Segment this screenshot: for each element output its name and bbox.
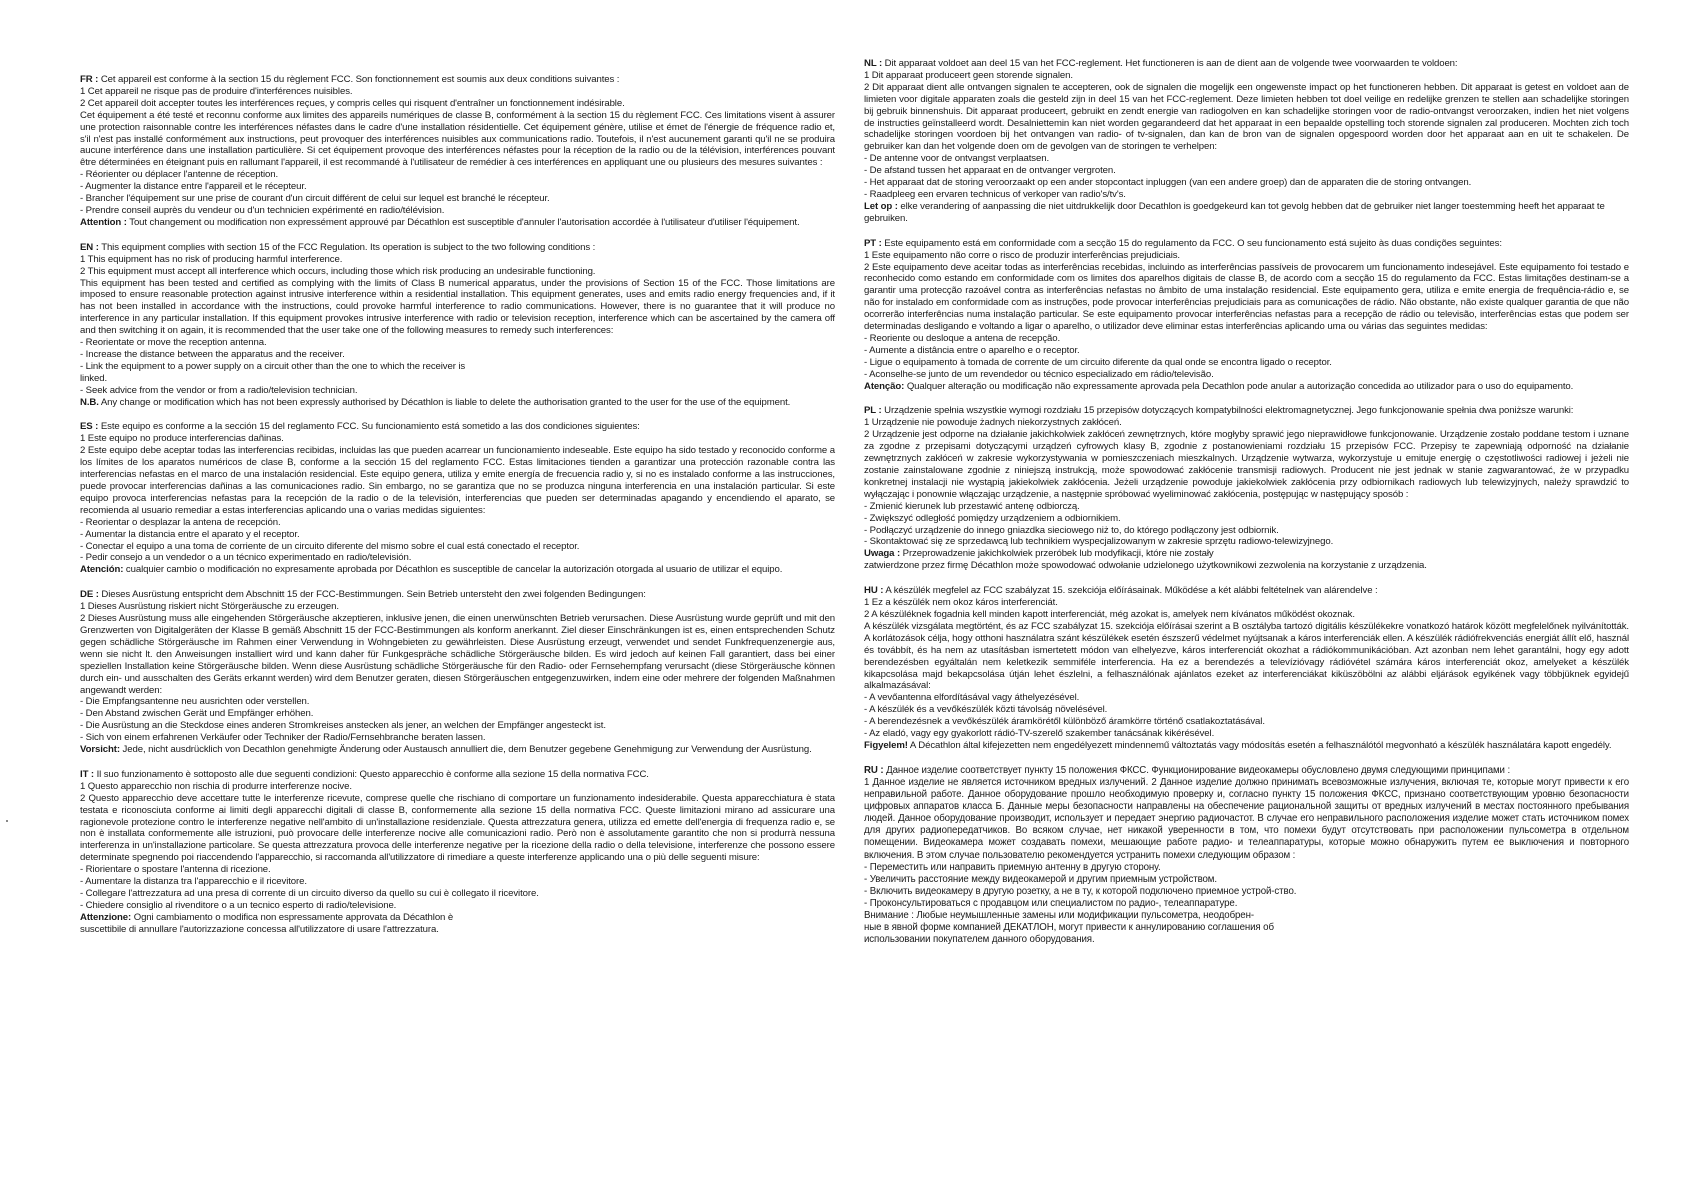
- section-en-label: N.B.: [80, 396, 99, 408]
- section-de: [80, 589, 835, 756]
- section-es-line: [80, 445, 835, 516]
- section-ru-text: Данное изделие соответствует пункту 15 положения ФКСС. Функционирование видеокамеры обусловлено двумя следующими принципами :: [883, 764, 1511, 776]
- section-es-label: ES :: [80, 421, 99, 433]
- section-es-line: [80, 433, 835, 445]
- section-nl-line: [864, 70, 1629, 82]
- section-nl-line: [864, 189, 1629, 201]
- section-de-line: [80, 732, 835, 744]
- section-hu-text: - A vevőantenna elfordításával vagy áthelyezésével.: [864, 692, 1080, 704]
- section-pl-line: [864, 560, 1629, 572]
- section-it-text: - Riorientare o spostare l'antenna di ricezione.: [80, 864, 271, 876]
- section-fr-line: [80, 98, 835, 110]
- section-en: [80, 242, 835, 409]
- section-fr-text: - Augmenter la distance entre l'appareil et le récepteur.: [80, 181, 307, 193]
- section-es-text: cualquier cambio o modificación no expresamente aprobada por Décathlon es susceptible de cancelar la autorización otorgada al usuario de utilizar el equipo.: [123, 564, 783, 576]
- section-pl-line: [864, 548, 1629, 560]
- section-nl-line: [864, 165, 1629, 177]
- section-pl-line: [864, 501, 1629, 513]
- section-fr-line: [80, 110, 835, 170]
- left-column: [80, 74, 835, 949]
- section-de-line: [80, 744, 835, 756]
- section-es-text: - Pedir consejo a un vendedor o a un técnico experimentado en radio/televisión.: [80, 552, 412, 564]
- section-de-text: 2 Dieses Ausrüstung muss alle eingehenden Störgeräusche akzeptieren, inklusive jenen, die einen unerwünschten Betrieb verursachen. Diese Ausrüstung wurde geprüft und mit den Grenzwerten von Digitalgeräten der Klasse B gemäß Abschnitt 15 der FCC-Bestimmungen als konform anerkannt. Ziel dieser Einschränkungen ist es, einen entsprechenden Schutz gegen schädliche Störgeräusche im Rahmen einer Verwendung in Wohngebieten zu gewährleisten. Diese Ausrüstung erzeugt, verwendet und sendet Funkfrequenzenergie aus, wenn sie nicht lt. den Anweisungen installiert wird und kann daher für Funkgespräche schädliche Störgeräusche bilden. Es wird jedoch auf keinen Fall garantiert, dass bei einer speziellen Installation keine Störgeräusche bilden. Wenn diese Ausrüstung schädliche Störgeräusche für den Radio- oder Fernsehempfang verursacht (diese Störgeräusche können durch ein- und ausschalten des Geräts erkannt werden) wird dem Benutzer geraten, diesen Störgeräuschen entgegenzuwirken, indem eine oder mehrere der folgenden Maßnahmen angewandt werden:: [80, 613, 835, 696]
- section-it-line: [80, 781, 835, 793]
- section-fr-line: [80, 86, 835, 98]
- section-pl: [864, 405, 1629, 572]
- section-pt-line: [864, 381, 1629, 393]
- section-nl-text: - De afstand tussen het apparaat en de ontvanger vergroten.: [864, 165, 1116, 177]
- section-fr-text: 2 Cet appareil doit accepter toutes les interférences reçues, y compris celles qui risquent d'entraîner un fonctionnement indésirable.: [80, 97, 625, 109]
- section-it: [80, 769, 835, 936]
- section-hu-text: 1 Ez a készülék nem okoz káros interferenciát.: [864, 597, 1058, 609]
- section-es-text: Este equipo es conforme a la sección 15 del reglamento FCC. Su funcionamiento está sometido a las dos condiciones siguientes:: [98, 421, 640, 433]
- section-en-text: 1 This equipment has no risk of producing harmful interference.: [80, 253, 343, 265]
- section-de-text: - Sich von einem erfahrenen Verkäufer oder Techniker der Radio/Fernsehbranche beraten lassen.: [80, 732, 486, 744]
- margin-mark: [6, 820, 8, 822]
- section-de-line: [80, 708, 835, 720]
- section-nl-text: 2 Dit apparaat dient alle ontvangen signalen te accepteren, ook de signalen die mogelijk een ongewenste impact op het functioneren hebben. Dit apparaat is getest en voldoet aan de limieten voor digitale apparaten zoals die gesteld zijn in deel 15 van het FCC-reglement. Deze limieten hebben tot doel veilige en redelijke grenzen te stellen aan schadelijke storingen bij gebruik binnenshuis. Dit apparaat produceert, gebruikt en zendt energie van radiogolven en kan schadelijke storingen voor de radio-ontvangst veroorzaken, indien het niet volgens de instructies geïnstalleerd wordt. Desalniettemin kan niet worden gegarandeerd dat het apparaat in een bepaalde opstelling toch storende signalen zal produceren. Mochten zich toch schadelijke storingen voordoen bij het ontvangen van radio- of tv-signalen, dan kan de bron van de signalen opgespoord worden door het apparaat aan en uit te schakelen. De gebruiker kan dan het volgende doen om de gevolgen van de storingen te verhelpen:: [864, 81, 1629, 153]
- section-nl-text: 1 Dit apparaat produceert geen storende signalen.: [864, 69, 1073, 81]
- section-en-line: [80, 254, 835, 266]
- section-ru-line: [864, 934, 1629, 946]
- section-it-label: Attenzione:: [80, 911, 132, 923]
- section-es-line: [80, 421, 835, 433]
- section-pl-label: PL :: [864, 405, 882, 417]
- section-ru-line: [864, 922, 1629, 934]
- section-es-line: [80, 552, 835, 564]
- section-en-text: This equipment complies with section 15 of the FCC Regulation. Its operation is subject to the two following conditions :: [98, 241, 596, 253]
- section-fr-label: FR :: [80, 74, 99, 85]
- section-de-line: [80, 613, 835, 696]
- section-hu-text: - A készülék és a vevőkészülék közti távolság növelésével.: [864, 704, 1108, 716]
- section-it-text: - Chiedere consiglio al rivenditore o a un tecnico esperto di radio/televisione.: [80, 899, 397, 911]
- section-nl-text: elke verandering of aanpassing die niet uitdrukkelijk door Decathlon is goedgekeurd kan tot gevolg hebben dat de gebruiker niet langer toestemming heeft het apparaat te gebruiken.: [864, 200, 1605, 224]
- section-pt-line: [864, 345, 1629, 357]
- section-en-text: - Reorientate or move the reception antenna.: [80, 337, 267, 349]
- section-de-text: - Den Abstand zwischen Gerät und Empfänger erhöhen.: [80, 708, 314, 720]
- section-pt-line: [864, 357, 1629, 369]
- section-fr-text: Cet équipement a été testé et reconnu conforme aux limites des appareils numériques de classe B, conformément à la section 15 du règlement FCC. Ces limitations visent à assurer une protection raisonnable contre les interférences néfastes dans le cadre d'une installation résidentielle. Cet équipement génère, utilise et émet de l'énergie de fréquence radio et, s'il n'est pas installé conformément aux instructions, peut provoquer des interférences nuisibles aux communications radio. Toutefois, il n'est aucunement garanti qu'il ne se produira aucune interférence dans une installation particulière. Si cet équipement provoque des interférences néfastes pour la réception de la radio ou de la télévision, interférences pouvant être déterminées en éteignant puis en rallumant l'appareil, il est recommandé à l'utilisateur de remédier à ces interférences en appliquant une ou plusieurs des mesures suivantes :: [80, 109, 835, 169]
- section-pl-text: 1 Urządzenie nie powoduje żadnych niekorzystnych zakłóceń.: [864, 417, 1122, 429]
- section-es-text: - Conectar el equipo a una toma de corriente de un circuito diferente del mismo sobre el cual está conectado el receptor.: [80, 540, 580, 552]
- section-it-line: [80, 924, 835, 936]
- section-de-text: Dieses Ausrüstung entspricht dem Abschnitt 15 der FCC-Bestimmungen. Sein Betrieb untersteht den zwei folgenden Bedingungen:: [98, 589, 646, 601]
- section-hu-text: A készülék vizsgálata megtörtént, és az FCC szabályzat 15. szekciója előírásai szerint a B osztályba tartozó digitális készülékekre vonatkozó határok között megfelelőnek nyilvánították. A korlátozások célja, hogy otthoni használatra szánt készülékek esetén észszerű védelmet nyújtsanak a káros interferenciák ellen. A készülék rádiófrekvenciás energiát állít elő, használ és továbbít, és ha nem az utasításban ismertetett módon van elhelyezve, káros interferenciát okozhat a rádiókommunikációban. Azt azonban nem lehet garantálni, hogy egy adott berendezésben egyáltalán nem keletkezik semmiféle interferencia. Ha ez a berendezés a televízióvagy rádióvétel számára káros interferenciát okoz, amelyeket a készülék kikapcsolása majd bekapcsolása útján lehet észlelni, a felhasználónak ajánlatos ezeket az interferenciákat kiküszöbölni az alábbi eljárások egyikének vagy többjüknek egyidejű alkalmazásával:: [864, 620, 1629, 692]
- section-it-text: - Collegare l'attrezzatura ad una presa di corrente di un circuito diverso da quello su cui è collegato il ricevitore.: [80, 888, 539, 899]
- section-ru-text: 1 Данное изделие не является источником вредных излучений. 2 Данное изделие должно принимать всевозможные излучения, включая те, которые могут привести к его неправильной работе. Данное оборудование прошло необходимую проверку и, согласно пункту 15 положения ФКСС, признано соответствующим уровню безопасности цифровых аппаратов класса Б. Данные меры безопасности направлены на обеспечение рациональной защиты от вредных излучений в местах постоянного пребывания людей. Данное оборудование производит, использует и передает энергию радиочастот. В случае его неправильного расположения изделие может стать источником помех для других радиопередатчиков. Во всяком случае, нет никакой уверенности в том, что помехи будут отсутствовать при расположении пульсометра в отдельном помещении. Видеокамера может создавать помехи, мешающие работе радио- и телеаппаратуры, которые можно обнаружить путем ее выключения и повторного включения. В этом случае пользователю рекомендуется устранить помехи следующим образом :: [864, 776, 1629, 861]
- section-it-line: [80, 876, 835, 888]
- section-fr-line: [80, 181, 835, 193]
- section-pl-text: - Zmienić kierunek lub przestawić antenę odbiorczą.: [864, 500, 1080, 512]
- section-en-line: [80, 337, 835, 349]
- section-es-text: 2 Este equipo debe aceptar todas las interferencias recibidas, incluidas las que pueden acarrear un funcionamiento indeseable. Este equipo ha sido testado y reconocido conforme a los límites de los aparatos numéricos de clase B, conforme a la sección 15 del reglamento FCC. Estas limitaciones tienden a garantizar una protección razonable contra las interferencias nefastas en el marco de una instalación residencial. Este equipo genera, utiliza y emite energía de frecuencia radio y, si no es instalado conforme a las instrucciones, puede provocar interferencias dañinas a las comunicaciones radio. Sin embargo, no se garantiza que no se produzca ninguna interferencia en una instalación particular. Si este equipo provoca interferencias nefastas para la recepción de la radio o de la televisión, interferencias que pueden ser determinadas apagando y encendiendo el aparato, se recomienda al usuario remediar a estas interferencias aplicando una o varias medidas siguientes:: [80, 445, 835, 516]
- section-ru-line: [864, 777, 1629, 862]
- section-pt-text: Qualquer alteração ou modificação não expressamente aprovada pela Decathlon pode anular a autorização concedida ao utilizador para o uso do equipamento.: [904, 380, 1574, 392]
- section-ru-label: RU :: [864, 764, 884, 776]
- section-fr-text: Cet appareil est conforme à la section 15 du règlement FCC. Son fonctionnement est soumis aux deux conditions suivantes :: [98, 74, 620, 85]
- section-es-text: - Reorientar o desplazar la antena de recepción.: [80, 516, 281, 528]
- section-fr-text: - Brancher l'équipement sur une prise de courant d'un circuit différent de celui sur lequel est branché le récepteur.: [80, 193, 550, 205]
- section-de-label: DE :: [80, 589, 99, 601]
- section-ru-text: использовании покупателем данного оборудования.: [864, 934, 1095, 946]
- section-ru-text: - Переместить или направить приемную антенну в другую сторону.: [864, 861, 1161, 873]
- section-nl-text: - De antenne voor de ontvangst verplaatsen.: [864, 153, 1050, 165]
- section-ru-line: [864, 886, 1629, 898]
- section-it-text: Il suo funzionamento è sottoposto alle due seguenti condizioni: Questo apparecchio è conforme alla sezione 15 della normativa FCC.: [94, 768, 649, 780]
- section-it-label: IT :: [80, 768, 94, 780]
- section-en-text: - Seek advice from the vendor or from a radio/television technician.: [80, 384, 358, 396]
- section-fr-line: [80, 205, 835, 217]
- section-en-line: [80, 397, 835, 409]
- section-es-line: [80, 517, 835, 529]
- section-nl-line: [864, 177, 1629, 189]
- section-en-line: [80, 278, 835, 338]
- section-hu-line: [864, 704, 1629, 716]
- section-pt-text: - Aumente a distância entre o aparelho e o receptor.: [864, 344, 1080, 356]
- section-pl-line: [864, 405, 1629, 417]
- section-fr-line: [80, 217, 835, 229]
- section-pl-text: Urządzenie spełnia wszystkie wymogi rozdziału 15 przepisów dotyczących kompatybilności elektromagnetycznej. Jego funkcjonowanie spełnia dwa poniższe warunki:: [881, 405, 1574, 417]
- section-en-text: - Link the equipment to a power supply on a circuit other than the one to which the receiver is: [80, 360, 466, 372]
- section-fr-label: Attention :: [80, 216, 127, 228]
- section-hu-line: [864, 621, 1629, 692]
- section-de-line: [80, 589, 835, 601]
- section-pt-line: [864, 262, 1629, 333]
- section-hu-line: [864, 728, 1629, 740]
- section-nl-label: Let op :: [864, 200, 898, 212]
- section-pl-text: - Zwiększyć odległość pomiędzy urządzeniem a odbiornikiem.: [864, 512, 1121, 524]
- section-it-line: [80, 900, 835, 912]
- section-es-text: - Aumentar la distancia entre el aparato y el receptor.: [80, 528, 300, 540]
- section-en-text: Any change or modification which has not been expressly authorised by Décathlon is liable to delete the authorisation granted to the user for the use of the equipment.: [98, 396, 791, 408]
- section-it-text: suscettibile di annullare l'autorizzazione concessa all'utilizzatore di usare l'attrezzatura.: [80, 923, 439, 935]
- section-fr-text: - Prendre conseil auprès du vendeur ou d'un technicien expérimenté en radio/télévision.: [80, 204, 445, 216]
- section-de-text: - Die Ausrüstung an die Steckdose eines anderen Stromkreises anstecken als jener, an welchen der Empfänger angesteckt ist.: [80, 720, 606, 732]
- section-ru-text: - Увеличить расстояние между видеокамерой и другим приемным устройством.: [864, 873, 1217, 885]
- section-pt-text: - Aconselhe-se junto de um revendedor ou técnico especializado em rádio/televisão.: [864, 368, 1214, 380]
- section-de-line: [80, 601, 835, 613]
- section-it-text: 2 Questo apparecchio deve accettare tutte le interferenze ricevute, comprese quelle che rischiano di comportare un funzionamento indesiderabile. Questa apparecchiatura è stata testata e riconosciuta conforme ai limiti degli apparecchi digitali di classe B, conformemente alla sezione 15 della normativa FCC. Queste limitazioni mirano ad assicurare una ragionevole protezione contro le interferenze negative nell'ambito di un'installazione residenziale. Questa attrezzatura genera, utilizza ed emette dell'energia di frequenza radio e, se non è installata conformemente alle istruzioni, può provocare delle interferenze nocive alle comunicazioni radio. Però non è assolutamente garantito che non si produrrà nessuna interferenza in un'installazione particolare. Se questa attrezzatura provoca delle interferenze negative per la ricezione della radio o della televisione, interferenze che possono essere determinate spegnendo poi riaccendendo l'apparecchio, si raccomanda all'utilizzatore di rimediare a queste interferenze applicando una o più delle seguenti misure:: [80, 792, 835, 864]
- section-hu-label: Figyelem!: [864, 739, 908, 751]
- section-it-line: [80, 864, 835, 876]
- section-en-line: [80, 266, 835, 278]
- section-hu: [864, 585, 1629, 752]
- section-nl-text: Dit apparaat voldoet aan deel 15 van het FCC-reglement. Het functioneren is aan de dient aan de volgende twee voorwaarden te voldoen:: [882, 58, 1458, 69]
- section-pl-text: - Podłączyć urządzenie do innego gniazdka sieciowego niż to, do którego podłączony jest odbiornik.: [864, 524, 1279, 536]
- section-es-text: 1 Este equipo no produce interferencias dañinas.: [80, 433, 284, 445]
- section-fr-line: [80, 193, 835, 205]
- section-it-line: [80, 793, 835, 864]
- section-nl-line: [864, 201, 1629, 225]
- section-pt-line: [864, 369, 1629, 381]
- section-fr-line: [80, 74, 835, 86]
- section-de-label: Vorsicht:: [80, 744, 120, 756]
- section-en-line: [80, 361, 835, 373]
- section-hu-line: [864, 609, 1629, 621]
- section-ru-line: [864, 910, 1629, 922]
- section-pl-text: - Skontaktować się ze sprzedawcą lub technikiem wyspecjalizowanym w zakresie sprzętu radiowo-telewizyjnego.: [864, 536, 1334, 548]
- section-hu-label: HU :: [864, 585, 884, 597]
- section-hu-text: - A berendezésnek a vevőkészülék áramkörétől különböző áramkörre történő csatlakoztatásával.: [864, 716, 1265, 728]
- section-es: [80, 421, 835, 576]
- section-pl-line: [864, 429, 1629, 500]
- section-en-line: [80, 349, 835, 361]
- section-pl-line: [864, 513, 1629, 525]
- section-ru-text: - Проконсультироваться с продавцом или специалистом по радио-, телеаппаратуре.: [864, 897, 1238, 909]
- section-en-line: [80, 373, 835, 385]
- section-nl-line: [864, 58, 1629, 70]
- section-ru-text: Внимание : Любые неумышленные замены или модификации пульсометра, неодобрен-: [864, 909, 1254, 921]
- section-pt-label: PT :: [864, 237, 882, 249]
- section-pl-text: zatwierdzone przez firmę Décathlon może spowodować odwołanie udzielonego użytkownikowi zezwolenia na korzystanie z urządzenia.: [864, 560, 1427, 572]
- section-it-line: [80, 769, 835, 781]
- section-pl-text: Przeprowadzenie jakichkolwiek przeróbek lub modyfikacji, które nie zostały: [900, 548, 1214, 560]
- section-pl-text: 2 Urządzenie jest odporne na działanie jakichkolwiek zakłóceń zewnętrznych, które mogłyby sprawić jego nieprawidłowe funkcjonowanie. Urządzenie zostało poddane testom i uznane za zgodne z przepisami dotyczącymi urządzeń cyfrowych klasy B, zgodnie z postanowieniami rozdziału 15 przepisów FCC. Przepisy te zapewniają odporność na działanie zewnętrznych zakłóceń w zakresie wykorzystywania w pomieszczeniach mieszkalnych. Urządzenie wytwarza, wykorzystuje u emituje energię o częstotliwości radiowej i jeżeli nie zostanie zainstalowane zgodnie z niniejszą instrukcją, może spowodować zakłócenie transmisji radiowych. Producent nie jest jednak w stanie zagwarantować, że w przypadku konkretnej instalacji nie wystąpią jakiekolwiek zakłócenia. Jeżeli urządzenie powoduje jakiekolwiek zakłócenia przy odbiornikach radiowych lub telewizyjnych, należy sprawdzić to wyłączając i ponownie włączając urządzenie, a następnie spróbować wyeliminować zakłócenia, postępując w następujący sposób :: [864, 429, 1629, 500]
- section-en-text: This equipment has been tested and certified as complying with the limits of Class B numerical apparatus, under the provisions of Section 15 of the FCC. Those limitations are imposed to ensure reasonable protection against intrusive interference within a residential installation. This equipment generates, uses and emits radio energy frequencies and, if it has not been installed in accordance with the instructions, could provoke harmful interference to radio communications. However, there is no guarantee that it will produce no interference in any particular installation. If this equipment provokes intrusive interference with radio or television reception, interference which can be ascertained by the camera off and then switching it on again, it is recommended that the user take one of the following measures to remedy such interferences:: [80, 277, 835, 337]
- section-hu-line: [864, 692, 1629, 704]
- section-pt-line: [864, 250, 1629, 262]
- section-pt: [864, 238, 1629, 393]
- section-en-text: 2 This equipment must accept all interference which occurs, including those which risk producing an undesirable functioning.: [80, 265, 596, 277]
- section-nl-line: [864, 82, 1629, 153]
- section-hu-line: [864, 716, 1629, 728]
- section-pt-text: - Ligue o equipamento à tomada de corrente de um circuito diferente da qual onde se encontra ligado o receptor.: [864, 356, 1332, 368]
- section-it-line: [80, 888, 835, 900]
- section-nl-label: NL :: [864, 58, 883, 69]
- section-es-line: [80, 529, 835, 541]
- section-nl-text: - Raadpleeg een ervaren technicus of verkoper van radio's/tv's.: [864, 188, 1126, 200]
- section-de-line: [80, 696, 835, 708]
- section-de-text: Jede, nicht ausdrücklich von Decathlon genehmigte Änderung oder Austausch annulliert die, dem Benutzer gegebene Genehmigung zur Verwendung der Ausrüstung.: [119, 744, 812, 756]
- section-fr-line: [80, 169, 835, 181]
- section-en-label: EN :: [80, 241, 99, 253]
- section-es-line: [80, 564, 835, 576]
- section-hu-text: 2 A készüléknek fogadnia kell minden kapott interferenciát, még azokat is, amelyek nem kívánatos működést okoznak.: [864, 608, 1355, 620]
- section-pt-line: [864, 238, 1629, 250]
- section-it-line: [80, 912, 835, 924]
- section-es-line: [80, 541, 835, 553]
- section-hu-line: [864, 585, 1629, 597]
- section-en-line: [80, 242, 835, 254]
- section-it-text: Ogni cambiamento o modifica non espressamente approvata da Décathlon è: [131, 911, 454, 923]
- section-fr-text: - Réorienter ou déplacer l'antenne de réception.: [80, 169, 279, 181]
- section-ru-text: - Включить видеокамеру в другую розетку, а не в ту, к которой подключено приемное устрой-ство.: [864, 885, 1297, 897]
- section-de-text: 1 Dieses Ausrüstung riskiert nicht Störgeräusche zu erzeugen.: [80, 601, 339, 613]
- section-fr: [80, 74, 835, 229]
- section-pt-text: 1 Este equipamento não corre o risco de produzir interferências prejudiciais.: [864, 249, 1180, 261]
- section-ru: [864, 765, 1629, 946]
- section-ru-line: [864, 862, 1629, 874]
- section-hu-text: A Décathlon által kifejezetten nem engedélyezett mindennemű változtatás vagy módosítás esetén a felhasználótól megvonható a készülék használatára kapott engedély.: [907, 739, 1612, 751]
- section-it-text: 1 Questo apparecchio non rischia di produrre interferenze nocive.: [80, 780, 352, 792]
- section-hu-line: [864, 597, 1629, 609]
- section-pt-text: Este equipamento está em conformidade com a secção 15 do regulamento da FCC. O seu funcionamento está sujeito às duas condições seguintes:: [881, 237, 1502, 249]
- section-pl-label: Uwaga :: [864, 548, 901, 560]
- section-en-text: linked.: [80, 372, 108, 384]
- section-ru-line: [864, 898, 1629, 910]
- section-fr-text: 1 Cet appareil ne risque pas de produire d'interférences nuisibles.: [80, 85, 353, 97]
- section-de-line: [80, 720, 835, 732]
- right-column: [864, 58, 1629, 959]
- section-pt-text: 2 Este equipamento deve aceitar todas as interferências recebidas, incluindo as interferências passíveis de provocarem um funcionamento indesejável. Este equipamento foi testado e reconhecido como estando em conformidade com os limites dos aparelhos digitais de classe B, de acordo com a secção 15 do regulamento da FCC. Estas limitações destinam-se a garantir uma protecção razoável contra as interferências nefastas no âmbito de uma instalação residencial. Este equipamento gera, utiliza e emite energia de frequência-rádio e, se não for instalado em conformidade com as instruções, pode provocar interferências prejudiciais para as comunicações de rádio. Não obstante, não existe qualquer garantia de que não ocorrerão interferências numa instalação particular. Se este equipamento provocar interferências nefastas para a recepção de rádio ou televisão, interferências estas que podem ser determinadas desligando e voltando a ligar o aparelho, o utilizador deve eliminar estas interferências aplicando uma ou várias das seguintes medidas:: [864, 261, 1629, 333]
- section-nl-line: [864, 153, 1629, 165]
- section-pt-line: [864, 333, 1629, 345]
- section-ru-line: [864, 765, 1629, 777]
- section-pl-line: [864, 417, 1629, 429]
- section-hu-text: A készülék megfelel az FCC szabályzat 15. szekciója előírásainak. Működése a két alábbi feltételnek van alárendelve :: [883, 585, 1378, 597]
- section-ru-text: ные в явной форме компанией ДЕКАТЛОН, могут привести к аннулированию соглашения об: [864, 922, 1274, 934]
- section-pl-line: [864, 525, 1629, 537]
- section-nl-text: - Het apparaat dat de storing veroorzaakt op een ander stopcontact inpluggen (van een andere groep) dan de apparaten die de storing ontvangen.: [864, 177, 1472, 189]
- section-pt-label: Atenção:: [864, 380, 905, 392]
- section-hu-text: - Az eladó, vagy egy gyakorlott rádió-TV-szerelő szakember tanácsának kikérésével.: [864, 728, 1215, 740]
- section-ru-line: [864, 874, 1629, 886]
- section-nl: [864, 58, 1629, 225]
- section-hu-line: [864, 740, 1629, 752]
- section-pt-text: - Reoriente ou desloque a antena de recepção.: [864, 332, 1061, 344]
- section-es-label: Atención:: [80, 564, 124, 576]
- section-en-line: [80, 385, 835, 397]
- section-pl-line: [864, 536, 1629, 548]
- section-de-text: - Die Empfangsantenne neu ausrichten oder verstellen.: [80, 696, 310, 708]
- section-fr-text: Tout changement ou modification non expressément approuvé par Décathlon est susceptible d'annuler l'autorisation accordée à l'utilisateur d'utiliser l'équipement.: [126, 216, 800, 228]
- section-en-text: - Increase the distance between the apparatus and the receiver.: [80, 348, 345, 360]
- section-it-text: - Aumentare la distanza tra l'apparecchio e il ricevitore.: [80, 876, 307, 888]
